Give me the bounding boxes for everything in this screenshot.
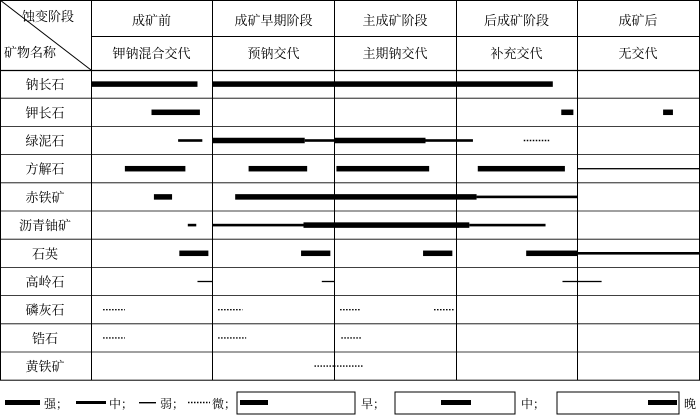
legend-late-label: 晚 [684,397,697,411]
legend [5,392,696,414]
stage-sub-0: 钾钠混合交代 [112,47,191,62]
bar-strong [334,194,456,200]
legend-early-bar [240,400,268,405]
bar-strong [301,251,330,256]
bar-strong [179,251,208,256]
mineral-label: 赤铁矿 [25,190,65,206]
mineral-label: 高岭石 [25,275,65,291]
bar-strong [336,166,429,172]
stage-name-1: 成矿早期阶段 [234,14,313,29]
corner-bottom-label: 矿物名称 [4,46,57,61]
bar-strong [526,251,577,256]
table-border [1,1,700,381]
mineral-label: 钠长石 [25,78,65,94]
bar-medium [456,139,473,142]
bar-strong [561,110,573,116]
legend-late-bar [648,400,677,405]
stage-headers [0,0,658,70]
legend-early-label: 早； [361,397,386,411]
bar-strong [456,222,469,228]
bar-weak [322,281,334,282]
bar-weak [562,281,577,282]
bar-medium [188,224,196,227]
stage-sub-4: 无交代 [618,47,658,62]
bar-medium [178,139,202,142]
mineral-label: 钾长石 [25,106,65,122]
corner-top-label: 蚀变阶段 [22,10,75,25]
mineral-rows [19,77,700,375]
bar-medium [469,224,545,227]
bar-weak [577,281,602,282]
mineral-label: 绿泥石 [25,134,65,150]
stage-name-0: 成矿前 [131,14,172,29]
bar-strong [249,166,308,172]
bar-weak [577,168,700,169]
legend-mid-label: 中； [521,397,546,411]
mineral-label: 方解石 [25,162,65,178]
legend-mid-bar [441,400,471,405]
legend-trace-label: 微； [212,397,237,411]
mineral-label: 沥青铀矿 [18,219,72,235]
bar-strong [478,166,565,172]
bar-strong [212,138,305,144]
bar-strong [423,251,452,256]
bar-strong [663,110,673,116]
bar-strong [456,81,553,87]
stage-name-3: 后成矿阶段 [483,14,550,29]
mineral-label: 黄铁矿 [25,360,65,376]
stage-name-2: 主成矿阶段 [362,14,428,29]
bar-medium [212,224,304,227]
bar-strong [125,166,186,172]
stage-sub-3: 补充交代 [490,47,543,62]
legend-swatch-medium [76,401,106,404]
legend-weak-label: 弱； [160,397,185,411]
bar-medium [305,139,334,142]
bar-medium [577,252,700,255]
legend-medium-label: 中； [109,397,134,411]
stage-sub-2: 主期钠交代 [362,47,428,62]
bar-medium [426,139,457,142]
bar-strong [334,81,456,87]
bar-strong [91,81,197,87]
legend-swatch-strong [5,400,40,405]
stage-name-4: 成矿后 [618,14,658,29]
bar-strong [152,110,200,116]
bar-strong [212,81,334,87]
legend-strong-label: 强； [44,397,69,411]
mineral-label: 石英 [31,247,59,263]
bar-strong [456,194,477,200]
bar-strong [154,194,172,200]
bar-strong [304,222,335,228]
mineral-label: 锆石 [31,331,59,347]
bar-medium [477,196,577,199]
mineral-label: 磷灰石 [25,303,65,319]
legend-swatch-weak [139,402,156,403]
bar-weak [197,281,212,282]
bar-strong [235,194,334,200]
bar-strong [334,222,456,228]
bar-strong [334,138,426,144]
stage-sub-1: 预钠交代 [247,47,300,62]
